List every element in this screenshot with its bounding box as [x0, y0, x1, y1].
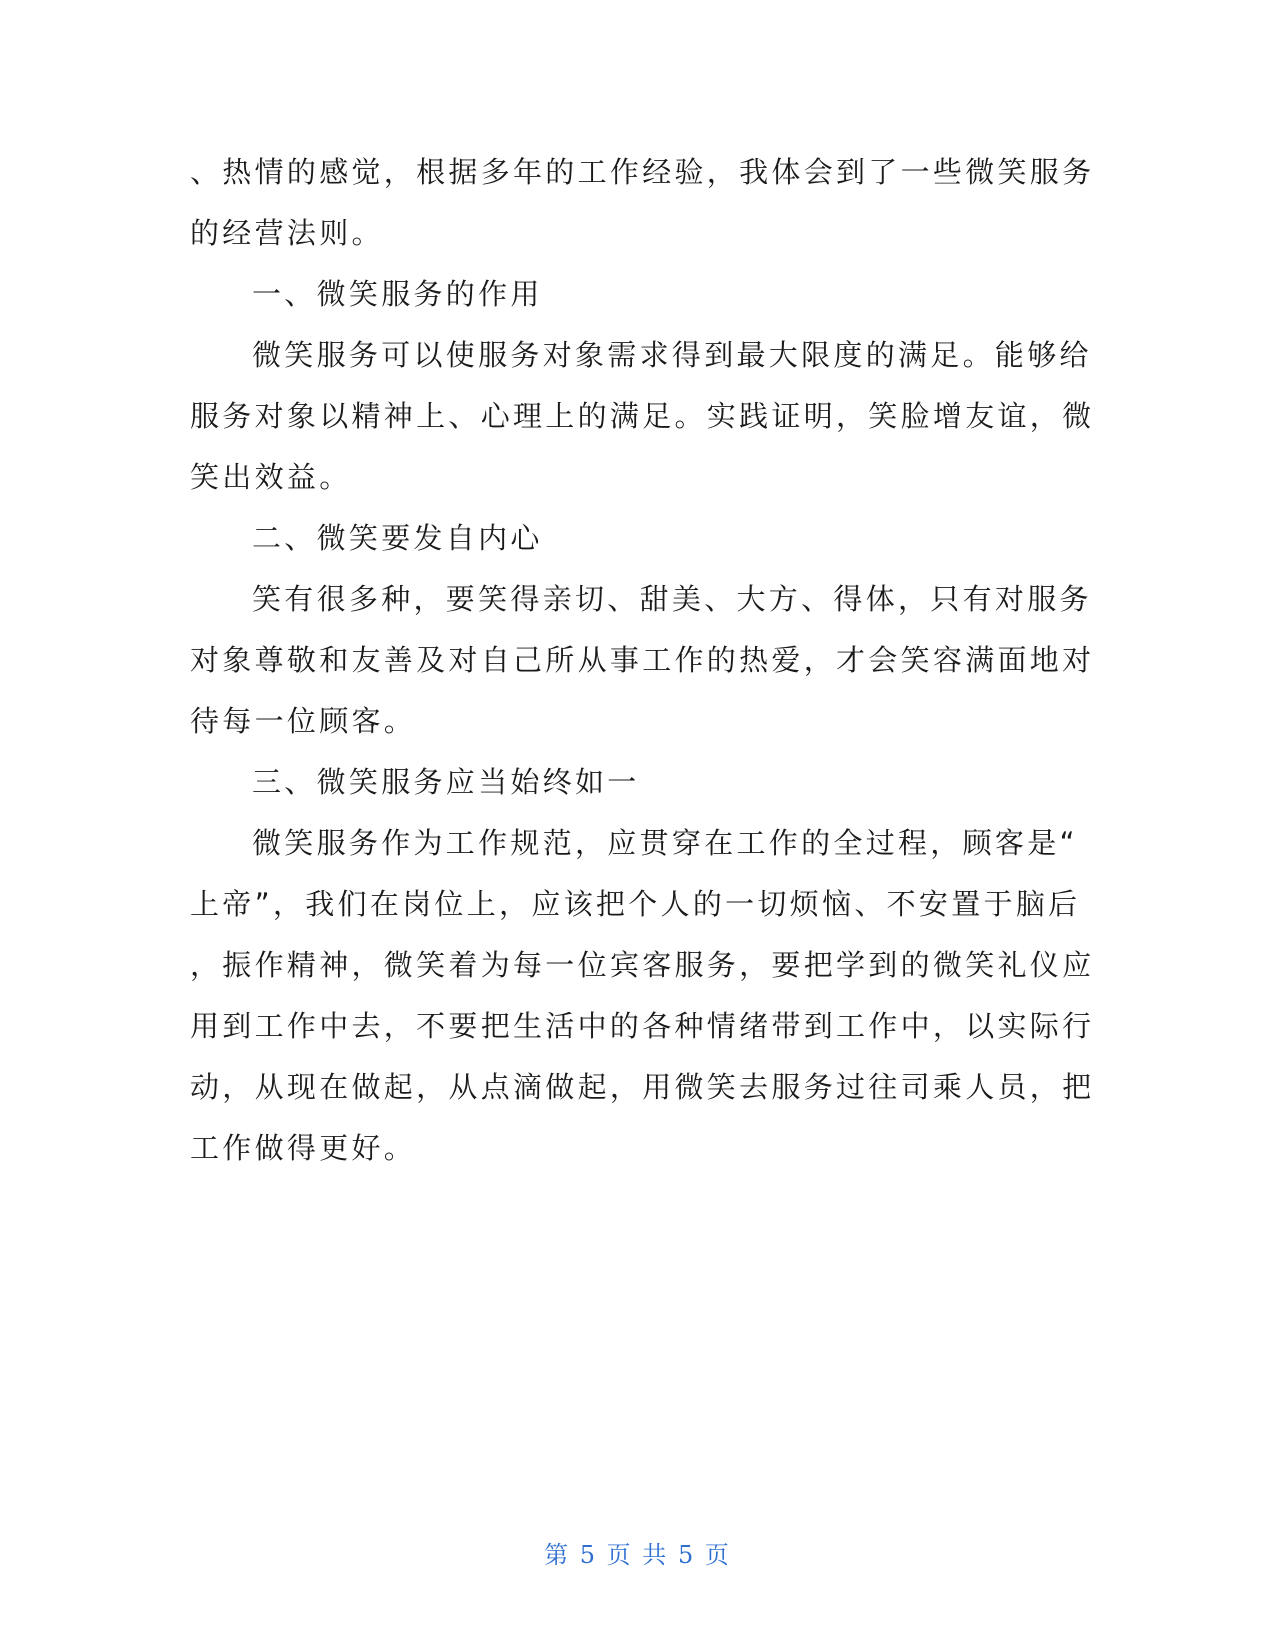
text-line: 待每一位顾客。	[190, 704, 417, 738]
text-line: 微笑服务作为工作规范，应贯穿在工作的全过程，顾客是“	[252, 826, 1078, 860]
text-line: 用到工作中去，不要把生活中的各种情绪带到工作中，以实际行	[190, 1009, 1095, 1043]
text-line: 服务对象以精神上、心理上的满足。实践证明，笑脸增友谊，微	[190, 399, 1095, 433]
page-footer	[0, 1535, 1275, 1570]
text-line: 工作做得更好。	[190, 1131, 417, 1165]
footer-middle: 页 共	[606, 1541, 669, 1569]
total-pages-number: 5	[677, 1541, 696, 1569]
current-page-number: 5	[579, 1541, 598, 1569]
text-line: ，振作精神，微笑着为每一位宾客服务，要把学到的微笑礼仪应	[190, 948, 1095, 982]
text-line: 笑出效益。	[190, 460, 352, 494]
text-line: 动，从现在做起，从点滴做起，用微笑去服务过往司乘人员，把	[190, 1070, 1095, 1104]
footer-suffix: 页	[704, 1541, 731, 1569]
section-heading: 三、微笑服务应当始终如一	[252, 765, 640, 799]
section-heading: 二、微笑要发自内心	[252, 521, 543, 555]
section-heading: 一、微笑服务的作用	[252, 277, 543, 311]
text-line: 微笑服务可以使服务对象需求得到最大限度的满足。能够给	[252, 338, 1092, 372]
text-line: 、热情的感觉，根据多年的工作经验，我体会到了一些微笑服务	[190, 155, 1095, 189]
document-body	[190, 142, 1095, 1179]
text-line: 的经营法则。	[190, 216, 384, 250]
footer-prefix: 第	[544, 1541, 571, 1569]
text-line: 上帝”，我们在岗位上，应该把个人的一切烦恼、不安置于脑后	[190, 887, 1081, 921]
text-line: 对象尊敬和友善及对自己所从事工作的热爱，才会笑容满面地对	[190, 643, 1095, 677]
text-line: 笑有很多种，要笑得亲切、甜美、大方、得体，只有对服务	[252, 582, 1092, 616]
